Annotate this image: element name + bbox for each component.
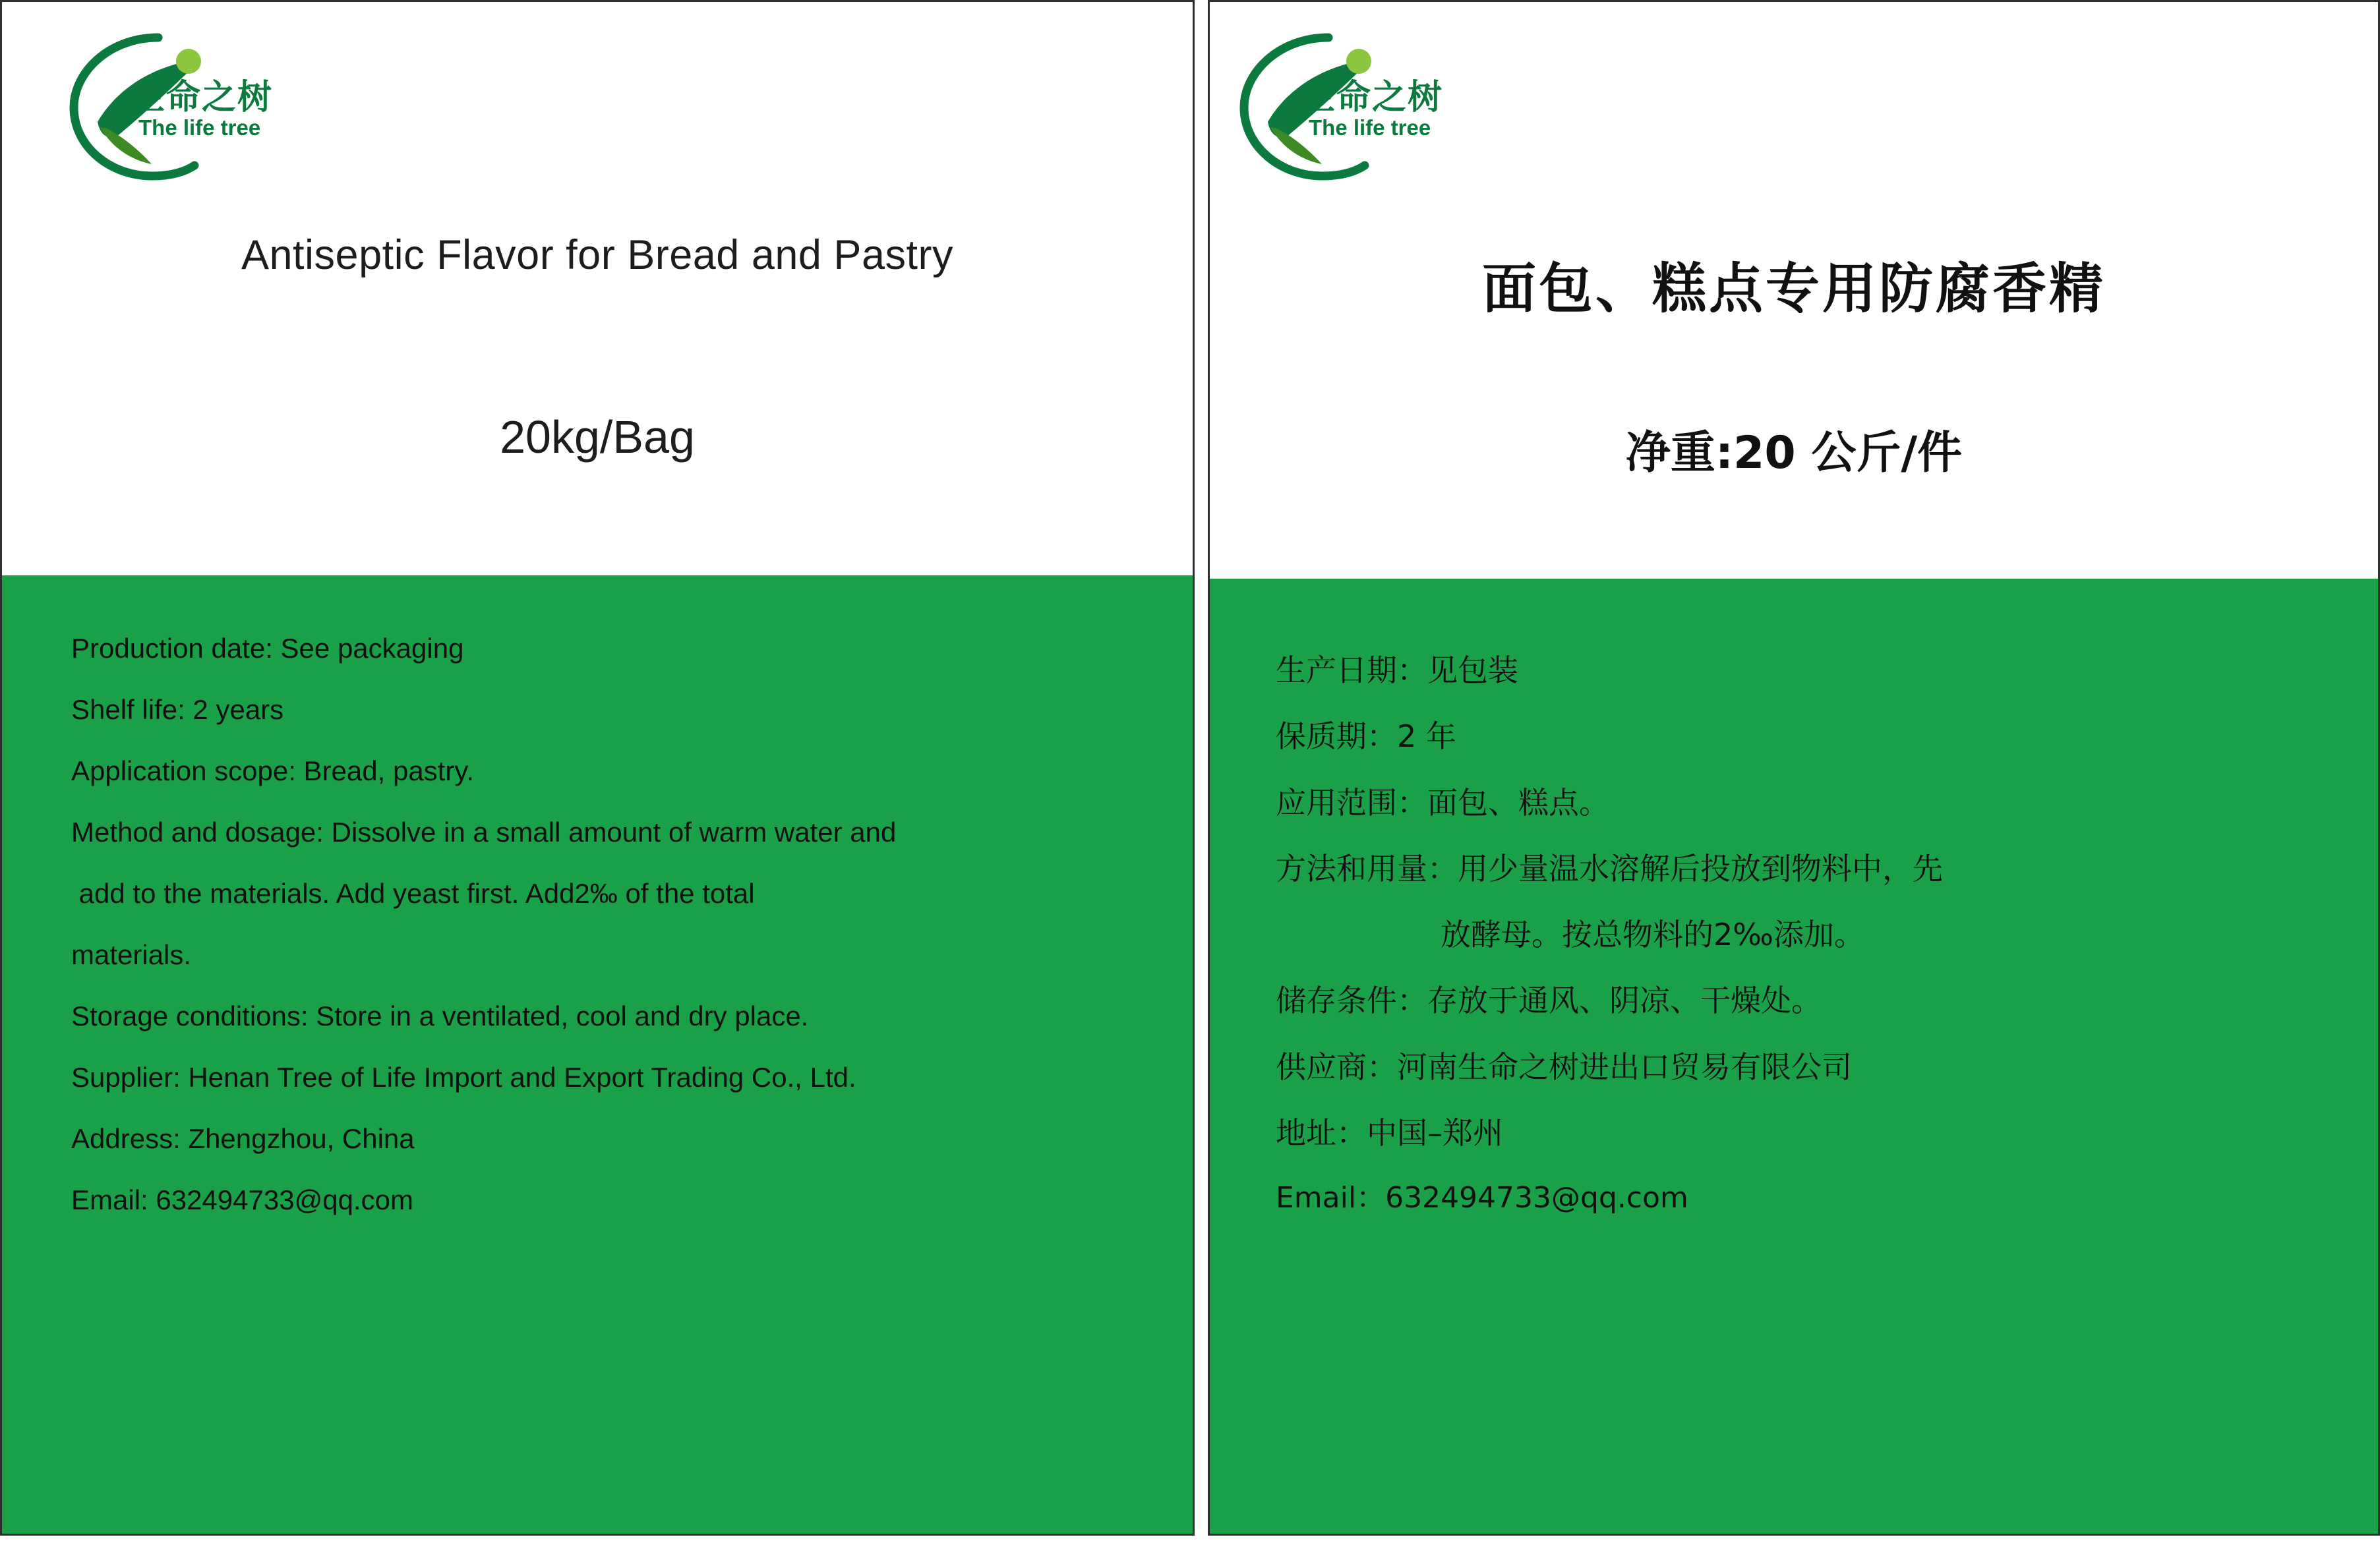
- logo-brand-en: The life tree: [138, 115, 261, 140]
- chinese-info-block: [1210, 579, 2378, 1534]
- info-line: Application scope: Bread, pastry.: [71, 755, 474, 786]
- logo-brand-en: The life tree: [1309, 115, 1431, 140]
- chinese-net-weight: 净重:20 公斤/件: [1625, 427, 1963, 479]
- info-line: 应用范围：面包、糕点。: [1276, 784, 1609, 821]
- info-line: 储存条件：存放于通风、阴凉、干燥处。: [1276, 983, 1822, 1019]
- logo-brand-cn: 生命之树: [1301, 78, 1444, 117]
- brand-logo: [1230, 23, 1539, 191]
- english-info-block: [2, 575, 1193, 1534]
- english-net-weight: 20kg/Bag: [500, 411, 695, 463]
- english-label-panel: [0, 0, 1195, 1536]
- info-line: Storage conditions: Store in a ventilated, cool and dry place.: [71, 1000, 809, 1031]
- info-line: 地址：中国–郑州: [1276, 1115, 1503, 1151]
- info-line: Supplier: Henan Tree of Life Import and Export Trading Co., Ltd.: [71, 1062, 856, 1093]
- logo-brand-cn: 生命之树: [131, 78, 274, 117]
- chinese-product-title: 面包、糕点专用防腐香精: [1481, 258, 2106, 320]
- info-line: 方法和用量：用少量温水溶解后投放到物料中，先: [1276, 850, 1943, 886]
- info-line: add to the materials. Add yeast first. Add2‰ of the total: [71, 878, 755, 909]
- chinese-label-panel: [1208, 0, 2380, 1536]
- brand-logo: [59, 23, 369, 191]
- info-line: 放酵母。按总物料的2‰添加。: [1441, 917, 1864, 953]
- info-line: Address: Zhengzhou, China: [71, 1123, 415, 1154]
- info-line: Email: 632494733@qq.com: [71, 1184, 413, 1215]
- info-line: Production date: See packaging: [71, 633, 464, 664]
- info-line: Email：632494733@qq.com: [1276, 1181, 1688, 1215]
- info-line: Method and dosage: Dissolve in a small amount of warm water and: [71, 817, 897, 848]
- info-line: Shelf life: 2 years: [71, 694, 284, 725]
- info-line: materials.: [71, 939, 192, 970]
- info-line: 生产日期：见包装: [1276, 652, 1518, 688]
- info-line: 供应商：河南生命之树进出口贸易有限公司: [1276, 1049, 1852, 1085]
- info-line: 保质期：2 年: [1276, 718, 1456, 755]
- english-product-title: Antiseptic Flavor for Bread and Pastry: [241, 232, 953, 278]
